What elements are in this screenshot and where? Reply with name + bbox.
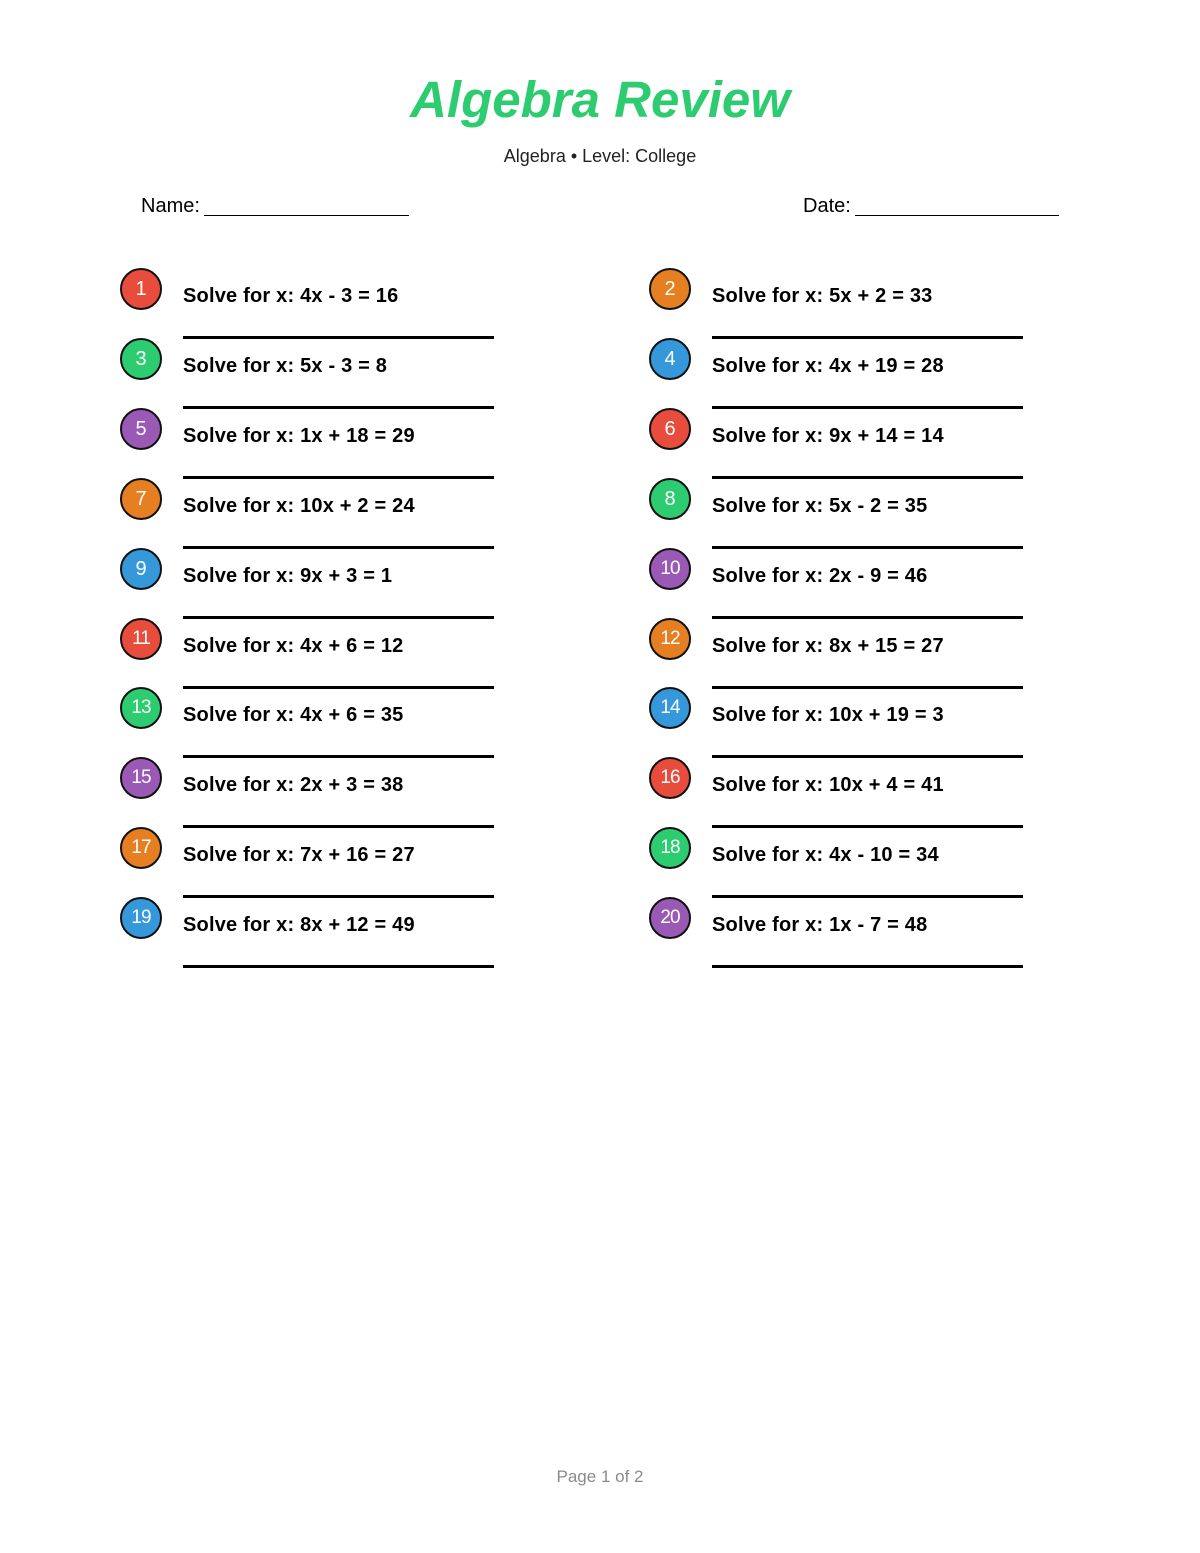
- problem-item: [120, 548, 540, 618]
- problem-question: Solve for x: 4x + 6 = 12: [183, 634, 404, 657]
- problem-question: Solve for x: 1x - 7 = 48: [712, 914, 928, 937]
- problem-question: Solve for x: 7x + 16 = 27: [183, 844, 415, 867]
- problem-item: [120, 408, 540, 478]
- problem-number-badge: 10: [649, 548, 691, 590]
- problem-question: Solve for x: 8x + 12 = 49: [183, 914, 415, 937]
- problem-question: Solve for x: 9x + 14 = 14: [712, 424, 944, 447]
- problem-number-badge: 18: [649, 827, 691, 869]
- problem-question: Solve for x: 5x + 2 = 33: [712, 285, 933, 307]
- problem-number-badge: 20: [649, 897, 691, 939]
- problem-number-badge: 17: [120, 827, 162, 869]
- problem-item: [649, 757, 1069, 827]
- answer-line[interactable]: [183, 965, 494, 968]
- problem-question: Solve for x: 5x - 2 = 35: [712, 494, 928, 517]
- problem-question: Solve for x: 4x + 6 = 35: [183, 704, 404, 727]
- problem-item: [120, 897, 540, 967]
- problem-item: [120, 687, 540, 757]
- problem-item: [120, 268, 540, 338]
- problem-number-badge: 8: [649, 478, 691, 520]
- worksheet-title: Algebra Review: [410, 71, 790, 128]
- problem-number-badge: 15: [120, 757, 162, 799]
- problem-item: [649, 478, 1069, 548]
- problem-question: Solve for x: 10x + 2 = 24: [183, 494, 415, 517]
- problem-question: Solve for x: 4x - 10 = 34: [712, 844, 939, 867]
- problem-question: Solve for x: 8x + 15 = 27: [712, 634, 944, 657]
- problem-number-badge: 14: [649, 687, 691, 729]
- problem-number-badge: 12: [649, 618, 691, 660]
- problem-number-badge: 2: [649, 268, 691, 310]
- problem-question: Solve for x: 10x + 4 = 41: [712, 774, 944, 797]
- name-blank-line: [204, 215, 409, 216]
- date-blank-line: [855, 215, 1059, 216]
- problem-number-badge: 11: [120, 618, 162, 660]
- problem-item: [120, 618, 540, 688]
- problem-question: Solve for x: 1x + 18 = 29: [183, 424, 415, 447]
- problem-item: [120, 338, 540, 408]
- problem-item: [649, 548, 1069, 618]
- page-number: Page 1 of 2: [556, 1467, 644, 1486]
- problem-question: Solve for x: 2x - 9 = 46: [712, 564, 928, 587]
- problem-item: [120, 478, 540, 548]
- problem-item: [649, 897, 1069, 967]
- problem-question: Solve for x: 4x + 19 = 28: [712, 354, 944, 377]
- problem-question: Solve for x: 5x - 3 = 8: [183, 354, 388, 377]
- date-label: Date:: [803, 195, 851, 217]
- problem-number-badge: 5: [120, 408, 162, 450]
- problem-question: Solve for x: 2x + 3 = 38: [183, 774, 404, 797]
- problem-item: [649, 827, 1069, 897]
- problem-question: Solve for x: 9x + 3 = 1: [183, 564, 393, 587]
- answer-line[interactable]: [712, 965, 1023, 968]
- problem-item: [649, 687, 1069, 757]
- problem-item: [120, 827, 540, 897]
- problem-number-badge: 9: [120, 548, 162, 590]
- problem-question: Solve for x: 4x - 3 = 16: [183, 285, 399, 307]
- problem-item: [649, 618, 1069, 688]
- problem-number-badge: 7: [120, 478, 162, 520]
- problem-item: [649, 338, 1069, 408]
- problem-number-badge: 6: [649, 408, 691, 450]
- name-label: Name:: [141, 195, 200, 217]
- problem-item: [649, 408, 1069, 478]
- problem-number-badge: 1: [120, 268, 162, 310]
- problem-number-badge: 3: [120, 338, 162, 380]
- problem-number-badge: 4: [649, 338, 691, 380]
- problem-number-badge: 16: [649, 757, 691, 799]
- problem-number-badge: 19: [120, 897, 162, 939]
- problem-item: [649, 268, 1069, 338]
- worksheet-subtitle: Algebra • Level: College: [503, 146, 697, 166]
- problem-item: [120, 757, 540, 827]
- problem-number-badge: 13: [120, 687, 162, 729]
- problem-question: Solve for x: 10x + 19 = 3: [712, 704, 944, 727]
